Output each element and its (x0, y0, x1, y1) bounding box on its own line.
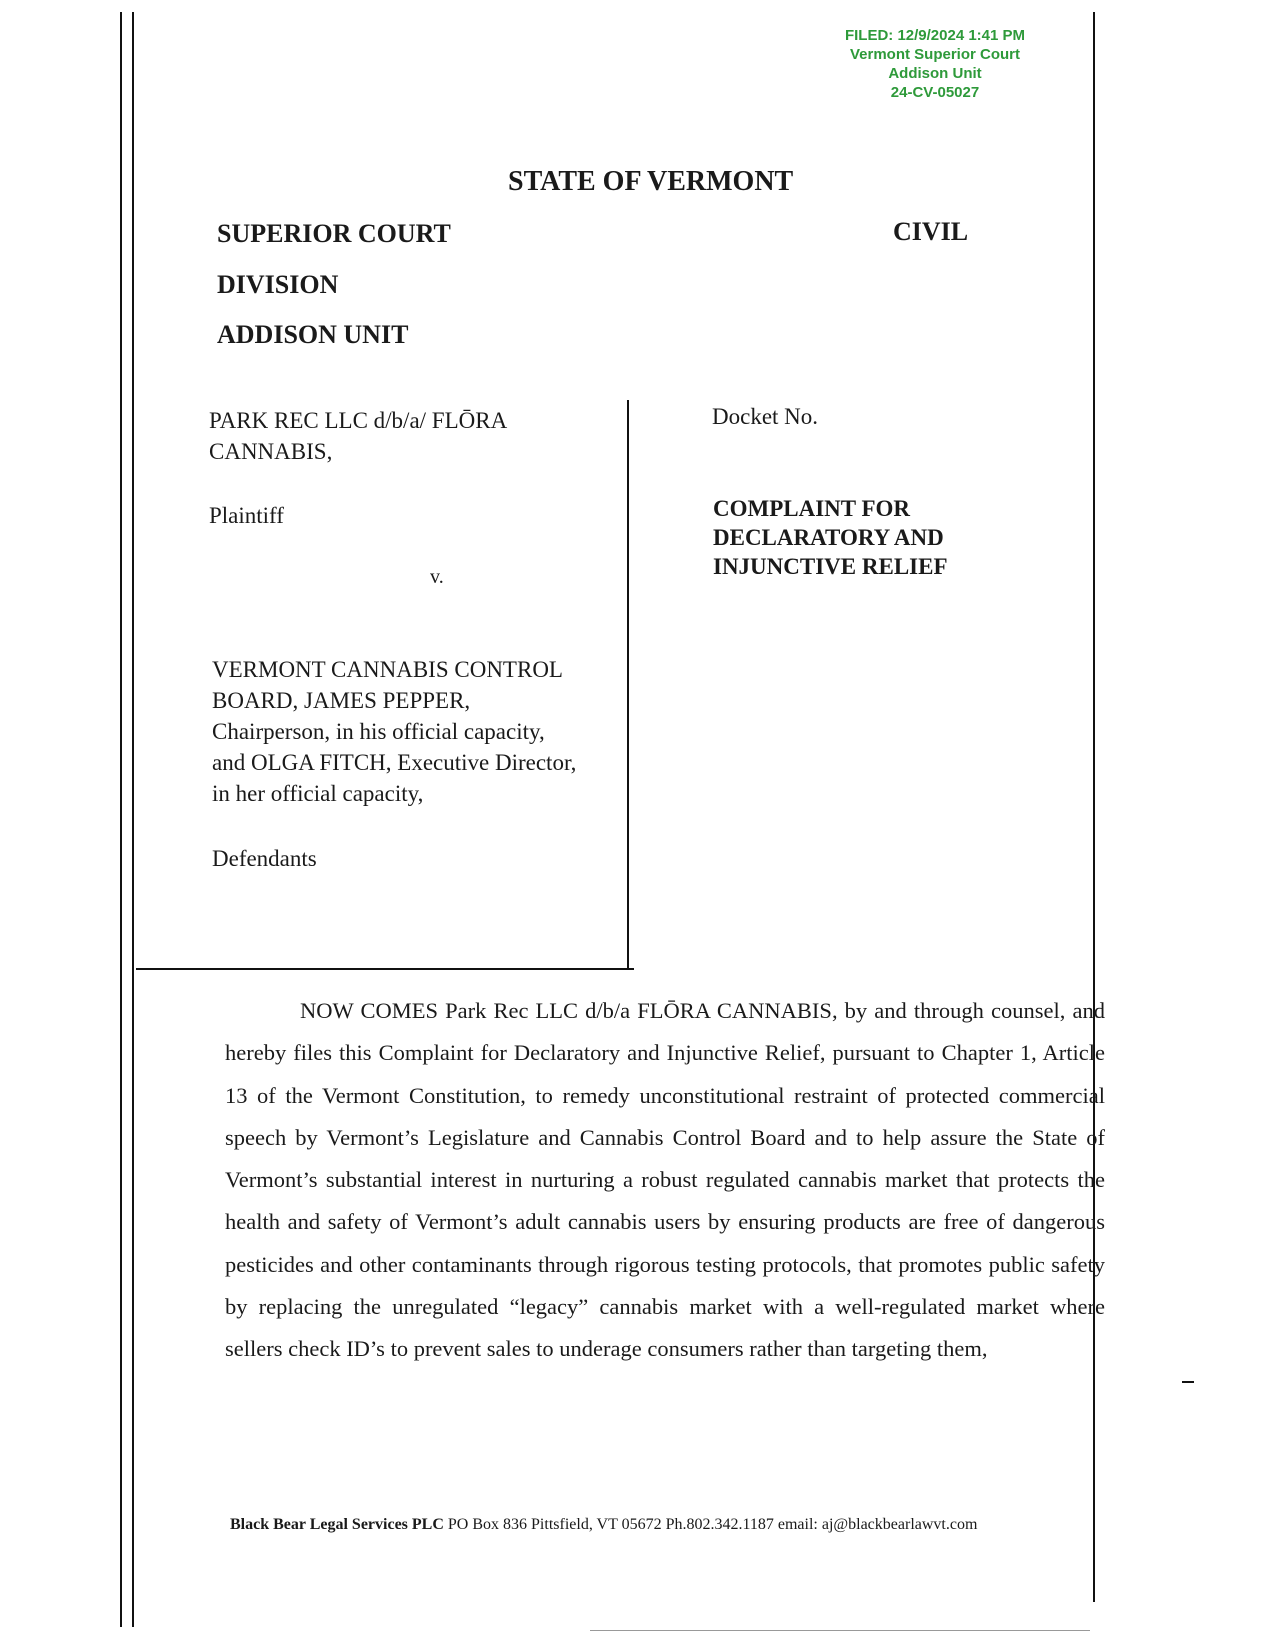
plaintiff-name (209, 405, 507, 467)
court-line-1: SUPERIOR COURT (217, 219, 451, 248)
complaint-body-paragraph (225, 990, 1105, 1371)
bottom-scan-line (590, 1630, 1090, 1631)
complaint-title-line-2: DECLARATORY AND (713, 525, 944, 550)
plaintiff-name-line-2: CANNABIS, (209, 439, 333, 464)
firm-footer (230, 1516, 1110, 1534)
footer-contact: PO Box 836 Pittsfield, VT 05672 Ph.802.342.1187 email: aj@blackbearlawvt.com (447, 1516, 978, 1533)
defendants-line-1: VERMONT CANNABIS CONTROL (212, 657, 563, 682)
defendants-names (212, 654, 576, 809)
complaint-title (713, 494, 948, 581)
filing-stamp-filed: FILED: 12/9/2024 1:41 PM (844, 27, 1026, 44)
filing-stamp-case-number: 24-CV-05027 (890, 84, 980, 101)
caption-divider-horizontal (136, 968, 634, 970)
defendants-line-3: Chairperson, in his official capacity, (212, 719, 545, 744)
versus-label: v. (430, 566, 444, 588)
court-line-3: ADDISON UNIT (217, 320, 409, 349)
paragraph-text: NOW COMES Park Rec LLC d/b/a FLŌRA CANNABIS, by and through counsel, and hereby files this Complaint for Declaratory and Injunctive Relief, pursuant to Chapter 1, Article 13 of the Vermont Constitution, to remedy unconstitutional restraint of protected commercial speech by Vermont’s Legislature and Cannabis Control Board and to help assure the State of Vermont’s substantial interest in nurturing a robust regulated cannabis market that protects the health and safety of Vermont’s adult cannabis users by ensuring products are free of dangerous pesticides and other contaminants through rigorous testing protocols, that promotes public safety by replacing the unregulated “legacy” cannabis market with a well-regulated market where sellers check ID’s to prevent sales to underage consumers rather than targeting them, (225, 998, 1105, 1362)
left-margin-line-inner (132, 12, 134, 1627)
defendants-line-5: in her official capacity, (212, 781, 424, 806)
margin-mark (1182, 1381, 1194, 1383)
footer-firm-name: Black Bear Legal Services PLC (230, 1516, 444, 1533)
defendants-line-2: BOARD, JAMES PEPPER, (212, 688, 471, 713)
defendants-line-4: and OLGA FITCH, Executive Director, (212, 750, 577, 775)
caption-divider-vertical (627, 400, 629, 968)
filing-stamp-court: Vermont Superior Court (849, 46, 1021, 63)
docket-label: Docket No. (712, 404, 819, 429)
plaintiff-name-line-1: PARK REC LLC d/b/a/ FLŌRA (209, 408, 508, 433)
filing-stamp-unit: Addison Unit (888, 65, 982, 82)
filing-stamp (830, 26, 1040, 102)
defendants-label: Defendants (212, 846, 317, 871)
state-title: STATE OF VERMONT (508, 166, 794, 197)
complaint-title-line-3: INJUNCTIVE RELIEF (713, 554, 948, 579)
left-margin-line-outer (120, 12, 122, 1627)
complaint-title-line-1: COMPLAINT FOR (713, 496, 910, 521)
court-line-2: DIVISION (217, 270, 339, 299)
plaintiff-label: Plaintiff (209, 503, 284, 528)
civil-label: CIVIL (893, 217, 969, 246)
